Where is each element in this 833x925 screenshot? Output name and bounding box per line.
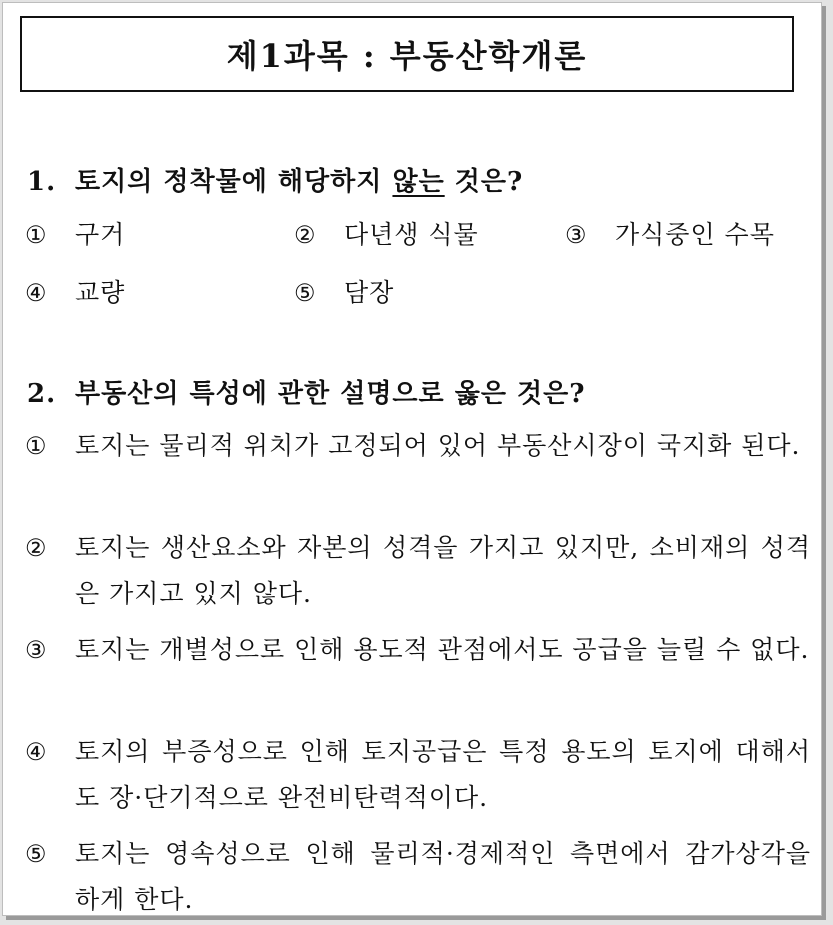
- question-emphasis: 않는: [392, 167, 445, 197]
- option-text: 교량: [75, 278, 126, 307]
- option-marker: ⑤: [25, 840, 47, 868]
- option-marker: ④: [25, 738, 47, 766]
- question-text: 토지의 정착물에 해당하지: [75, 167, 383, 197]
- question-1: [27, 161, 523, 198]
- q1-option-4[interactable]: [25, 273, 125, 309]
- option-marker: ③: [25, 636, 47, 664]
- option-text: 토지의 부증성으로 인해 토지공급은 특정 용도의 토지에 대해서도 장·단기적으로 완전비탄력적이다.: [75, 737, 811, 812]
- exam-sheet: [2, 2, 822, 916]
- option-marker: ①: [25, 432, 47, 460]
- option-text: 토지는 물리적 위치가 고정되어 있어 부동산시장이 국지화 된다.: [75, 431, 801, 460]
- q2-option-4[interactable]: [25, 729, 811, 821]
- option-marker: ①: [25, 221, 48, 249]
- subject-title-box: [20, 16, 794, 92]
- option-text: 토지는 영속성으로 인해 물리적·경제적인 측면에서 감가상각을 하게 한다.: [75, 839, 811, 914]
- option-marker: ②: [294, 221, 317, 249]
- option-marker: ③: [565, 221, 588, 249]
- option-text: 다년생 식물: [344, 220, 479, 249]
- option-marker: ④: [25, 279, 48, 307]
- q1-option-2[interactable]: [294, 215, 479, 251]
- q1-option-3[interactable]: [565, 215, 775, 251]
- q1-option-5[interactable]: [294, 273, 394, 309]
- question-2: [27, 373, 585, 410]
- q2-option-5[interactable]: [25, 831, 811, 923]
- question-number: 1.: [27, 167, 57, 197]
- question-number: 2.: [27, 379, 57, 409]
- option-text: 가식중인 수목: [615, 220, 775, 249]
- option-text: 담장: [344, 278, 395, 307]
- question-text-end: 것은?: [454, 167, 524, 197]
- q2-option-2[interactable]: [25, 525, 811, 617]
- option-text: 구거: [75, 220, 126, 249]
- subject-title: 제1과목 : 부동산학개론: [226, 37, 588, 75]
- question-text: 부동산의 특성에 관한 설명으로 옳은 것은?: [75, 379, 586, 409]
- q2-option-1[interactable]: [25, 423, 811, 469]
- q2-option-3[interactable]: [25, 627, 811, 673]
- q1-option-1[interactable]: [25, 215, 125, 251]
- option-text: 토지는 개별성으로 인해 용도적 관점에서도 공급을 늘릴 수 없다.: [75, 635, 810, 664]
- option-text: 토지는 생산요소와 자본의 성격을 가지고 있지만, 소비재의 성격은 가지고 있지 않다.: [75, 533, 811, 608]
- option-marker: ⑤: [294, 279, 317, 307]
- option-marker: ②: [25, 534, 47, 562]
